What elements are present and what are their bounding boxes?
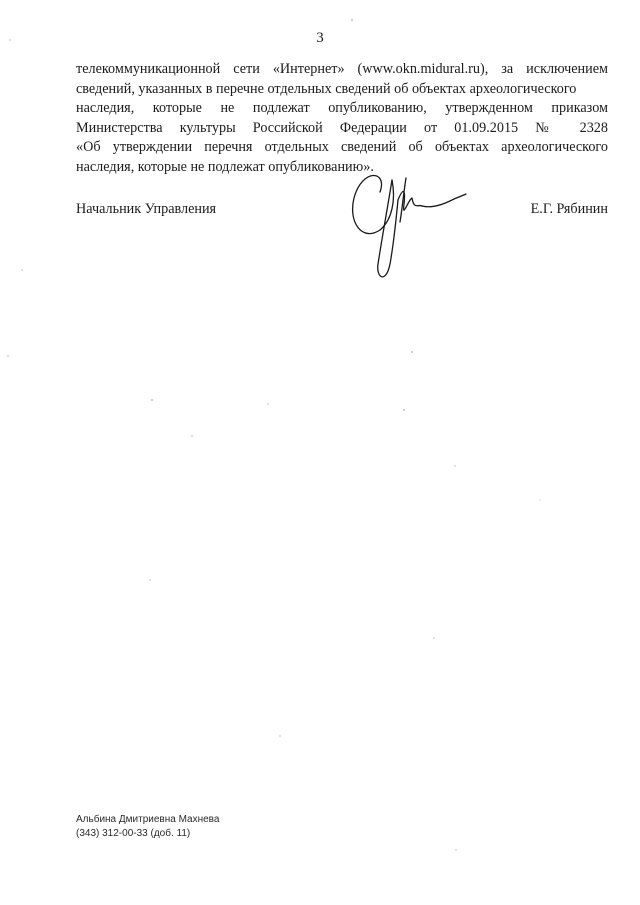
body-line: сведений, указанных в перечне отдельных сведений об объектах археологического	[76, 80, 577, 97]
signatory-title: Начальник Управления	[76, 201, 217, 217]
body-line: наследия, которые не подлежат опубликованию».	[76, 158, 374, 175]
signatory-name: Е.Г. Рябинин	[530, 201, 608, 217]
executor-name: Альбина Дмитриевна Махнева	[76, 814, 220, 825]
handwritten-signature	[340, 160, 470, 285]
executor-phone: (343) 312-00-33 (доб. 11)	[76, 828, 191, 839]
body-line: телекоммуникационной сети «Интернет» (www.okn.midural.ru), за исключением	[76, 61, 608, 77]
page-number: 3	[316, 30, 324, 46]
body-line: «Об утверждении перечня отдельных сведений об объектах археологического	[76, 139, 608, 155]
executor-info	[76, 813, 219, 841]
body-line: наследия, которые не подлежат опубликованию, утвержденном приказом	[76, 100, 608, 116]
body-line: Министерства культуры Российской Федерации от 01.09.2015 № 2328	[76, 119, 608, 136]
